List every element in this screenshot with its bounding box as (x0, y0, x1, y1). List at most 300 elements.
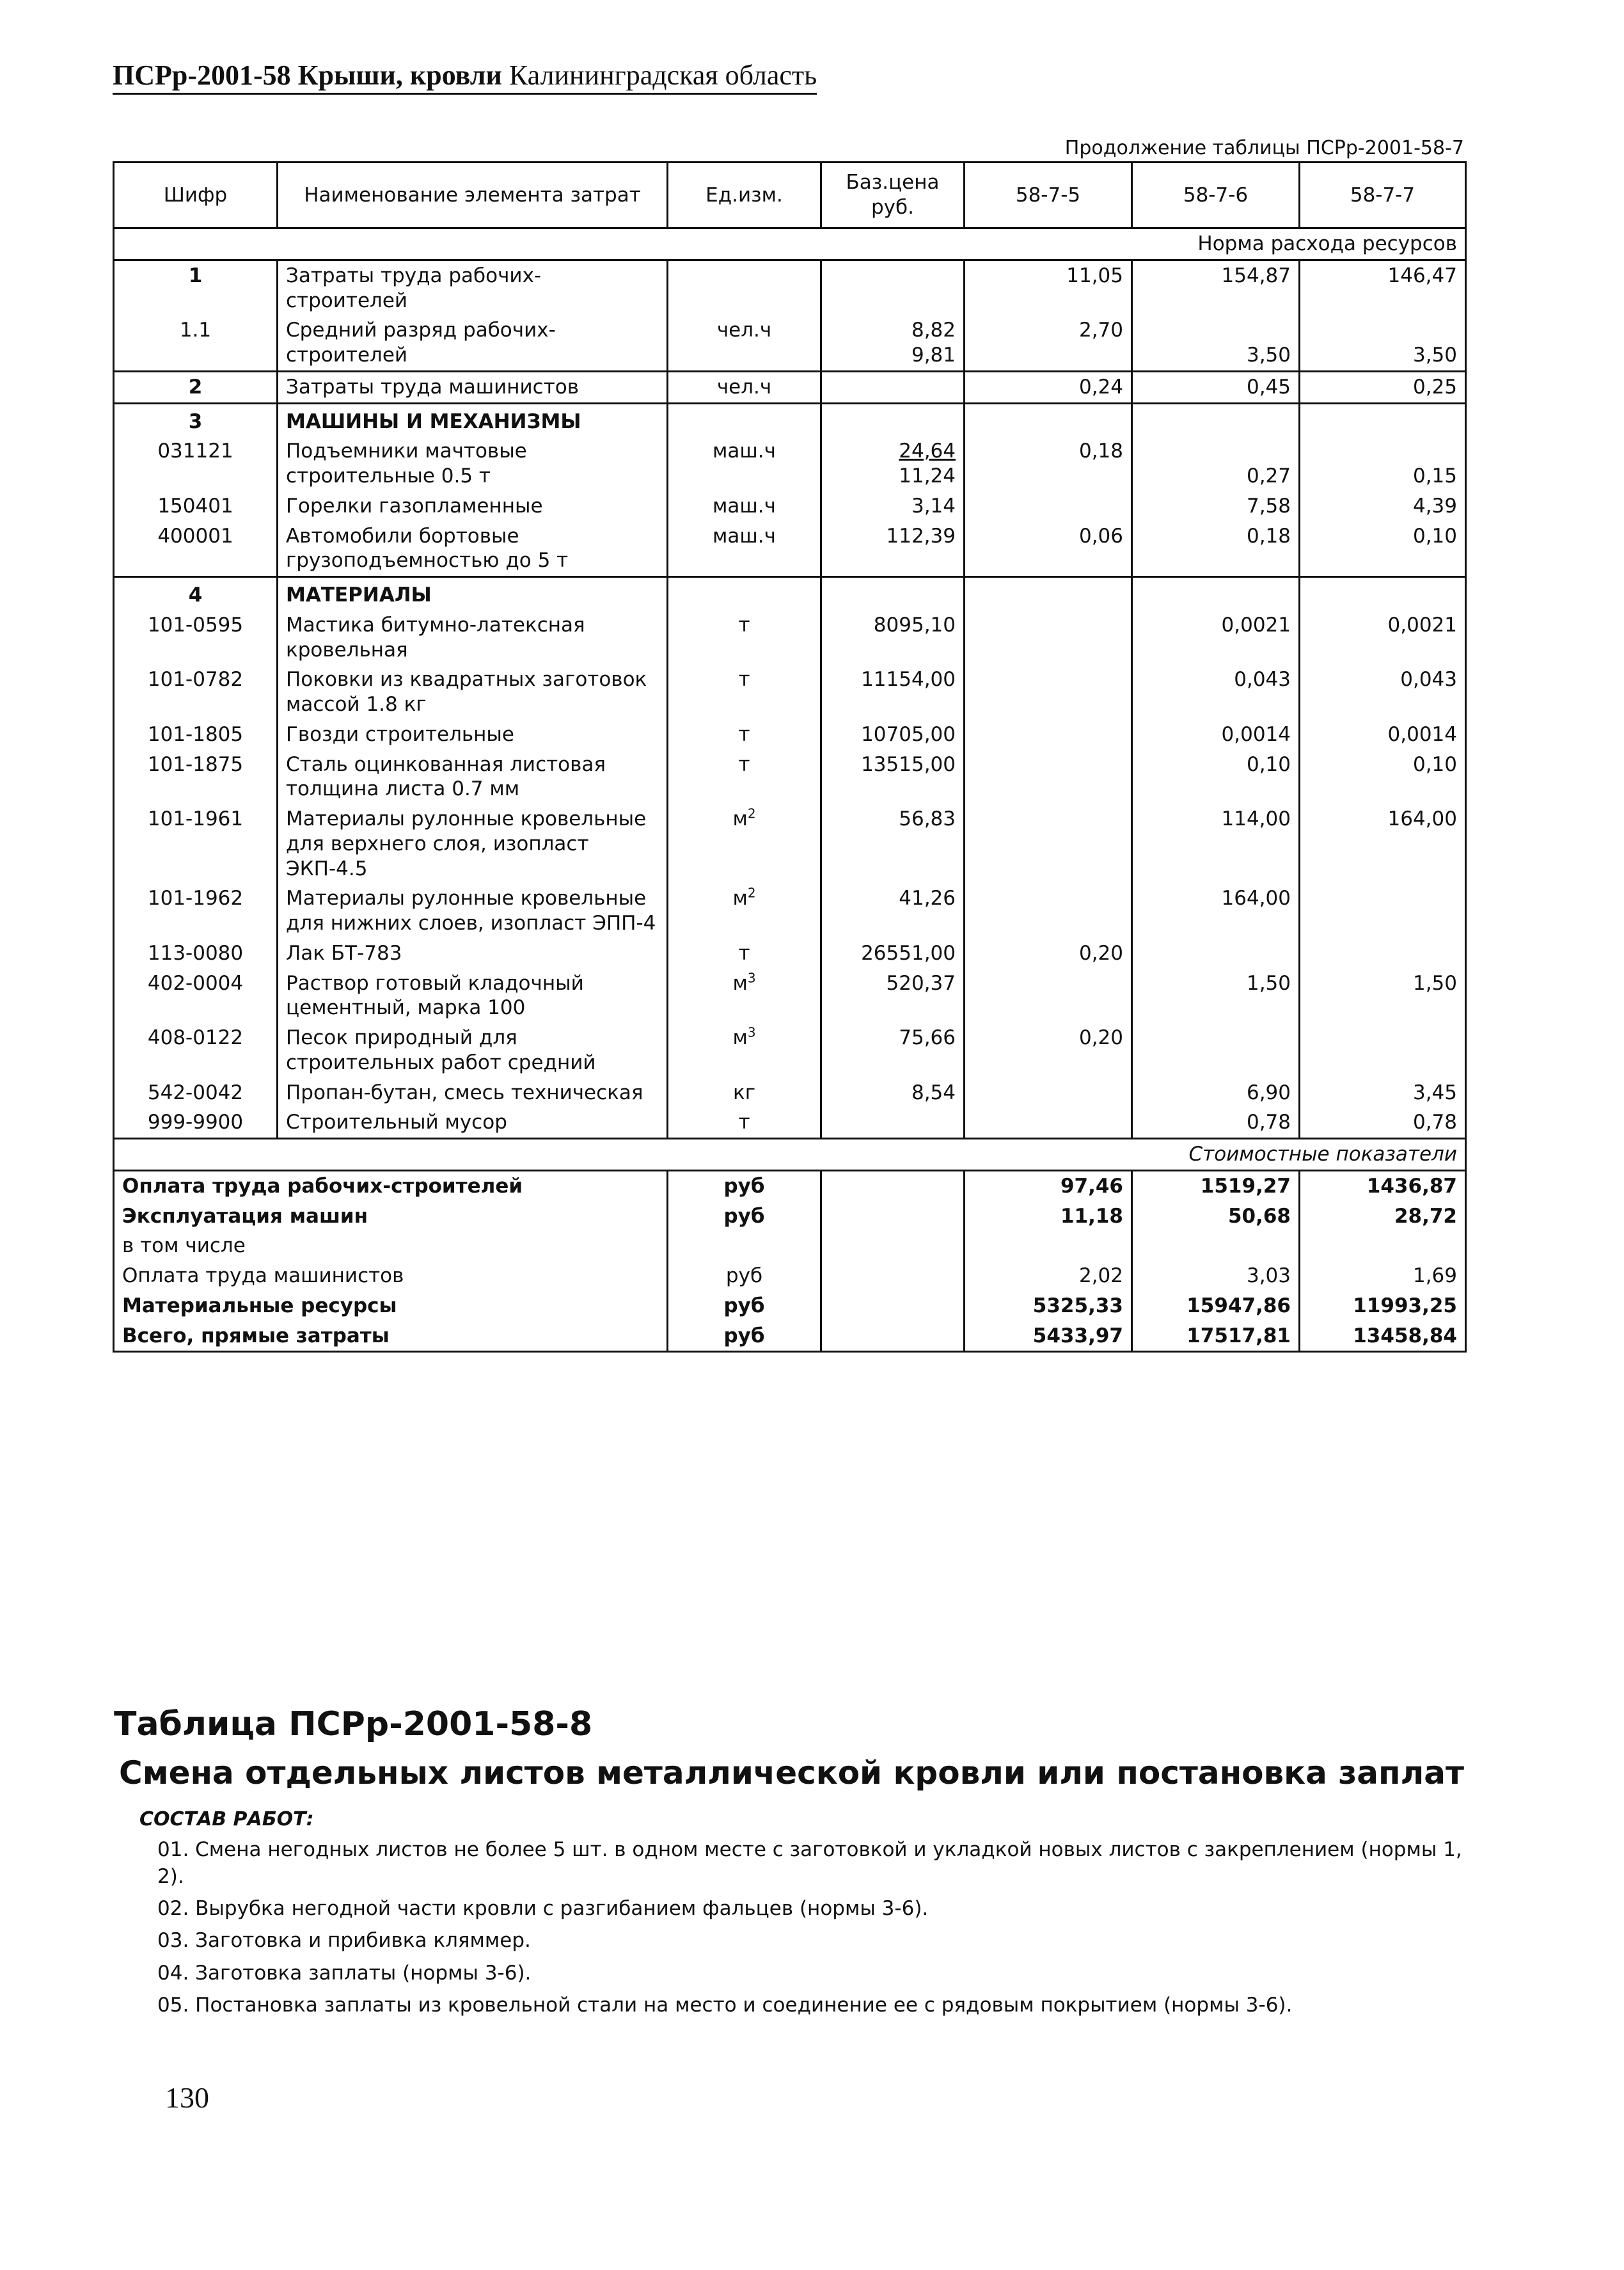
table-continuation-note: Продолжение таблицы ПСРр-2001-58-7 (1064, 137, 1464, 159)
cost-58-7-6: 3,03 (1132, 1261, 1300, 1291)
table-header-row (114, 163, 1466, 228)
cell-name-text: Мастика битумно-латексная кровельная (286, 613, 585, 662)
cell-code (114, 1107, 278, 1138)
cell-name-text: Гвозди строительные (286, 722, 514, 746)
cell-name (278, 1078, 668, 1108)
work-item: 01. Смена негодных листов не более 5 шт. в одном месте с заготовкой и укладкой новых листов с закреплением (нормы 1, 2). (157, 1838, 1462, 1889)
cell-unit (668, 260, 821, 315)
cell-58-7-7-text: 0,0014 (1387, 722, 1457, 746)
cell-name-text: Подъемники мачтовые строительные 0.5 т (286, 440, 527, 488)
col-header-58-7-7: 58-7-7 (1300, 163, 1466, 228)
cell-58-7-5 (965, 436, 1132, 491)
cell-58-7-7 (1300, 665, 1466, 720)
cell-code (114, 1078, 278, 1108)
cell-name (278, 315, 668, 371)
cell-price-text: 3,14 (911, 494, 956, 518)
cost-row-label: Материальные ресурсы (114, 1291, 668, 1321)
cell-58-7-7 (1300, 260, 1466, 315)
table-row (114, 371, 1466, 403)
cell-58-7-6 (1132, 665, 1300, 720)
cost-row (114, 1321, 1466, 1352)
cost-price (821, 1291, 965, 1321)
cell-name (278, 521, 668, 577)
cell-code (114, 1023, 278, 1078)
col-header-price: Баз.цена руб. (821, 163, 965, 228)
cell-58-7-5-text: 0,24 (1078, 375, 1123, 399)
cell-58-7-5 (965, 1023, 1132, 1078)
cell-58-7-7 (1300, 403, 1466, 436)
cell-unit (668, 610, 821, 665)
cell-unit-text: маш.ч (713, 494, 776, 518)
cell-code-text: 113-0080 (147, 941, 244, 965)
cell-name-text: Лак БТ-783 (286, 941, 402, 965)
cell-price-text: 8095,10 (873, 613, 956, 637)
cell-unit-text: м (732, 1026, 748, 1049)
cell-58-7-7-text: 0,10 (1412, 752, 1457, 776)
cell-price (821, 939, 965, 969)
cell-code (114, 720, 278, 750)
cell-58-7-5 (965, 884, 1132, 939)
unit-exponent: 3 (747, 970, 756, 986)
cell-code-text: 101-1962 (147, 887, 244, 910)
cell-58-7-6-text: 0,78 (1246, 1111, 1291, 1134)
resource-norms-table (113, 161, 1467, 1353)
cell-58-7-6-text: 0,45 (1246, 375, 1291, 399)
cell-unit (668, 665, 821, 720)
cell-58-7-7 (1300, 315, 1466, 371)
cell-58-7-5 (965, 577, 1132, 610)
cell-price-text: 8,54 (911, 1081, 956, 1104)
work-composition-list (157, 1836, 1488, 2024)
cell-58-7-5-text: 0,18 (1078, 440, 1123, 463)
table-row (114, 315, 1466, 371)
cell-58-7-6-text: 6,90 (1246, 1081, 1291, 1104)
cost-58-7-7: 1436,87 (1300, 1170, 1466, 1201)
cell-name (278, 610, 668, 665)
cell-58-7-6-text: 0,27 (1246, 464, 1291, 488)
cell-unit-text: м (732, 887, 748, 910)
cell-58-7-7-text: 3,50 (1412, 344, 1457, 367)
cell-58-7-7-text: 0,043 (1400, 668, 1457, 692)
cell-unit (668, 1023, 821, 1078)
cell-58-7-6-text: 0,0014 (1221, 722, 1291, 746)
cell-58-7-7 (1300, 1078, 1466, 1108)
cell-unit (668, 804, 821, 884)
cell-price (821, 260, 965, 315)
cell-code (114, 491, 278, 521)
cell-code-text: 101-1805 (147, 722, 244, 746)
cell-name (278, 371, 668, 403)
cell-58-7-7-text: 4,39 (1412, 494, 1457, 518)
cell-58-7-6 (1132, 750, 1300, 805)
cost-row (114, 1231, 1466, 1261)
cost-58-7-7 (1300, 1231, 1466, 1261)
cell-name (278, 577, 668, 610)
cell-unit (668, 969, 821, 1024)
cell-58-7-7 (1300, 750, 1466, 805)
cost-row (114, 1202, 1466, 1232)
table-row (114, 1023, 1466, 1078)
cell-unit-text: маш.ч (713, 524, 776, 548)
cell-price (821, 1107, 965, 1138)
cell-price-text: 13515,00 (861, 752, 956, 776)
cell-name (278, 491, 668, 521)
header-code: ПСРр-2001-58 (113, 60, 291, 91)
cost-price (821, 1202, 965, 1232)
cell-58-7-5 (965, 1107, 1132, 1138)
cell-code-text: 101-1875 (147, 752, 244, 776)
cell-price (821, 804, 965, 884)
cell-unit (668, 939, 821, 969)
cell-58-7-6 (1132, 371, 1300, 403)
cell-code-text: 1.1 (179, 319, 212, 342)
cost-58-7-5: 97,46 (965, 1170, 1132, 1201)
cell-code (114, 577, 278, 610)
cell-58-7-6 (1132, 403, 1300, 436)
cell-price (821, 665, 965, 720)
cell-58-7-6 (1132, 884, 1300, 939)
cell-code (114, 436, 278, 491)
cell-58-7-7-text: 0,78 (1412, 1111, 1457, 1134)
cell-price-text: 10705,00 (861, 722, 956, 746)
cell-name-text: Затраты труда машинистов (286, 375, 579, 399)
cell-58-7-6-text: 0,043 (1234, 668, 1291, 692)
table-row (114, 750, 1466, 805)
cell-code (114, 969, 278, 1024)
cost-58-7-6 (1132, 1231, 1300, 1261)
cell-58-7-6 (1132, 315, 1300, 371)
work-item: 04. Заготовка заплаты (нормы 3-6). (157, 1961, 532, 1985)
cell-unit (668, 1078, 821, 1108)
cell-name-text: Поковки из квадратных заготовок массой 1.8 кг (286, 668, 647, 716)
cell-58-7-5 (965, 491, 1132, 521)
cell-unit-text: маш.ч (713, 440, 776, 463)
cell-58-7-7-text: 0,25 (1412, 375, 1457, 399)
cell-name-text: Средний разряд рабочих-строителей (286, 319, 556, 367)
cell-code (114, 939, 278, 969)
cost-58-7-5 (965, 1231, 1132, 1261)
table-row (114, 521, 1466, 577)
cell-58-7-6 (1132, 939, 1300, 969)
cell-unit (668, 371, 821, 403)
cell-code (114, 804, 278, 884)
cell-code-text: 400001 (157, 524, 233, 548)
table-row (114, 610, 1466, 665)
cell-58-7-5 (965, 260, 1132, 315)
table-row (114, 491, 1466, 521)
cell-name (278, 939, 668, 969)
cell-price (821, 315, 965, 371)
table8-subtitle: Смена отдельных листов металлической кровли или постановка заплат (119, 1754, 1464, 1791)
section-row (114, 403, 1466, 436)
cell-name (278, 804, 668, 884)
cell-58-7-5 (965, 521, 1132, 577)
cell-unit (668, 436, 821, 491)
table-row (114, 1078, 1466, 1108)
cell-unit-text: т (738, 613, 750, 637)
table-row (114, 720, 1466, 750)
cell-unit-text: т (738, 1111, 750, 1134)
cell-unit (668, 1107, 821, 1138)
cell-name-text: Песок природный для строительных работ средний (286, 1026, 596, 1074)
cell-name (278, 1107, 668, 1138)
cell-name-text: Горелки газопламенные (286, 494, 543, 518)
cell-price-text: 112,39 (886, 524, 956, 548)
cell-code-text: 031121 (157, 440, 233, 463)
cell-price (821, 371, 965, 403)
cell-58-7-6-text: 7,58 (1246, 494, 1291, 518)
cell-price-text: 520,37 (886, 971, 956, 995)
cell-code (114, 260, 278, 315)
cell-58-7-5-text: 0,06 (1078, 524, 1123, 548)
cell-name (278, 750, 668, 805)
cell-name (278, 1023, 668, 1078)
cell-name (278, 884, 668, 939)
cell-price-text: 75,66 (899, 1026, 956, 1049)
work-item: 03. Заготовка и прибивка кляммер. (157, 1929, 531, 1953)
cell-price (821, 1023, 965, 1078)
cost-label-row (114, 1139, 1466, 1171)
cell-code-text: 402-0004 (147, 971, 244, 995)
cell-58-7-5 (965, 610, 1132, 665)
cell-58-7-6 (1132, 610, 1300, 665)
cost-row-label: Всего, прямые затраты (114, 1321, 668, 1352)
cell-unit (668, 884, 821, 939)
work-item: 05. Постановка заплаты из кровельной стали на место и соединение ее с рядовым покрытием (нормы 3-6). (157, 1993, 1293, 2017)
table-row (114, 804, 1466, 884)
cell-58-7-7 (1300, 436, 1466, 491)
cell-unit (668, 720, 821, 750)
cell-58-7-7 (1300, 939, 1466, 969)
cost-58-7-7: 1,69 (1300, 1261, 1466, 1291)
cost-label: Стоимостные показатели (114, 1139, 1466, 1171)
cell-name (278, 403, 668, 436)
cell-code-text: 150401 (157, 494, 233, 518)
cell-unit-text: т (738, 722, 750, 746)
cell-price-alt: 11,24 (899, 464, 956, 488)
cost-unit: руб (668, 1261, 821, 1291)
cost-58-7-5: 11,18 (965, 1202, 1132, 1232)
cell-58-7-6-text: 164,00 (1221, 887, 1291, 910)
cell-58-7-7 (1300, 884, 1466, 939)
cell-58-7-7 (1300, 804, 1466, 884)
cell-58-7-6 (1132, 436, 1300, 491)
cost-58-7-7: 13458,84 (1300, 1321, 1466, 1352)
cell-name (278, 436, 668, 491)
table-row (114, 969, 1466, 1024)
cell-58-7-7-text: 146,47 (1387, 264, 1457, 287)
cell-58-7-7 (1300, 1107, 1466, 1138)
cell-unit (668, 403, 821, 436)
cell-58-7-6 (1132, 1078, 1300, 1108)
cost-58-7-6: 50,68 (1132, 1202, 1300, 1232)
cell-58-7-7-text: 164,00 (1387, 807, 1457, 830)
cell-58-7-5 (965, 665, 1132, 720)
cell-price (821, 750, 965, 805)
cell-unit (668, 491, 821, 521)
cell-58-7-6 (1132, 521, 1300, 577)
cell-code-text: 999-9900 (147, 1111, 244, 1134)
table-row (114, 939, 1466, 969)
cell-58-7-6-text: 154,87 (1221, 264, 1291, 287)
cell-price-text: 41,26 (899, 887, 956, 910)
cell-code (114, 315, 278, 371)
cell-price-text: 56,83 (899, 807, 956, 830)
work-item: 02. Вырубка негодной части кровли с разгибанием фальцев (нормы 3-6). (157, 1897, 929, 1921)
col-header-code: Шифр (114, 163, 278, 228)
cell-58-7-6-text: 0,0021 (1221, 613, 1291, 637)
cost-unit (668, 1231, 821, 1261)
cell-code-text: 101-0782 (147, 668, 244, 692)
cost-58-7-7: 28,72 (1300, 1202, 1466, 1232)
norm-label: Норма расхода ресурсов (114, 228, 1466, 260)
header-subject: Крыши, кровли (297, 60, 502, 91)
table-row (114, 1107, 1466, 1138)
cell-price (821, 491, 965, 521)
cell-58-7-5 (965, 939, 1132, 969)
cell-name (278, 969, 668, 1024)
cell-code-text: 2 (188, 375, 203, 399)
cell-name (278, 665, 668, 720)
cell-58-7-7 (1300, 610, 1466, 665)
cell-58-7-6 (1132, 260, 1300, 315)
col-header-name: Наименование элемента затрат (278, 163, 668, 228)
table8-title: Таблица ПСРр-2001-58-8 (114, 1705, 593, 1743)
cell-name-text: Раствор готовый кладочный цементный, марка 100 (286, 971, 584, 1020)
cell-price (821, 1078, 965, 1108)
cost-unit: руб (668, 1170, 821, 1201)
cell-58-7-6 (1132, 804, 1300, 884)
cost-row (114, 1291, 1466, 1321)
section-row (114, 577, 1466, 610)
cell-code (114, 665, 278, 720)
page-number: 130 (165, 2081, 209, 2114)
header-region: Калининградская область (508, 60, 817, 91)
cell-58-7-7 (1300, 577, 1466, 610)
cell-name (278, 260, 668, 315)
cell-58-7-7-text: 1,50 (1412, 971, 1457, 995)
cell-price-text: 11154,00 (861, 668, 956, 692)
col-header-58-7-5: 58-7-5 (965, 163, 1132, 228)
cell-58-7-5 (965, 315, 1132, 371)
table-row (114, 436, 1466, 491)
cell-code-text: 4 (188, 583, 203, 607)
cell-unit (668, 750, 821, 805)
cell-unit-text: чел.ч (716, 375, 772, 399)
cell-unit-text: м (732, 807, 748, 830)
cost-unit: руб (668, 1202, 821, 1232)
cell-code (114, 403, 278, 436)
cell-unit (668, 315, 821, 371)
cell-code-text: 101-1961 (147, 807, 244, 830)
cell-name (278, 720, 668, 750)
cost-price (821, 1321, 965, 1352)
cell-58-7-5 (965, 720, 1132, 750)
cost-price (821, 1170, 965, 1201)
cost-row-label: в том числе (114, 1231, 668, 1261)
table-row (114, 665, 1466, 720)
cell-price (821, 521, 965, 577)
cell-code-text: 101-0595 (147, 613, 244, 637)
col-header-unit: Ед.изм. (668, 163, 821, 228)
cell-58-7-6-text: 114,00 (1221, 807, 1291, 830)
cost-price (821, 1261, 965, 1291)
cost-unit: руб (668, 1321, 821, 1352)
running-header (113, 59, 817, 95)
cell-unit-text: чел.ч (716, 319, 772, 342)
cell-code (114, 521, 278, 577)
cell-unit (668, 577, 821, 610)
cell-58-7-5-text: 2,70 (1078, 319, 1123, 342)
cell-58-7-6 (1132, 720, 1300, 750)
cell-58-7-7 (1300, 521, 1466, 577)
cell-58-7-7 (1300, 371, 1466, 403)
cell-code-text: 1 (188, 264, 203, 287)
cell-58-7-7-text: 0,0021 (1387, 613, 1457, 637)
cell-name-text: МАШИНЫ И МЕХАНИЗМЫ (286, 409, 581, 433)
cost-58-7-6: 1519,27 (1132, 1170, 1300, 1201)
cell-price (821, 969, 965, 1024)
cost-58-7-5: 5433,97 (965, 1321, 1132, 1352)
cell-58-7-6 (1132, 1023, 1300, 1078)
cell-58-7-5 (965, 969, 1132, 1024)
cell-code (114, 371, 278, 403)
cell-name-text: Строительный мусор (286, 1111, 507, 1134)
cell-name-text: Материалы рулонные кровельные для верхнего слоя, изопласт ЭКП-4.5 (286, 807, 647, 880)
cell-58-7-5 (965, 403, 1132, 436)
cell-58-7-6 (1132, 577, 1300, 610)
cost-unit: руб (668, 1291, 821, 1321)
cell-name-text: Пропан-бутан, смесь техническая (286, 1081, 643, 1104)
unit-exponent: 2 (747, 806, 756, 821)
cell-58-7-7 (1300, 720, 1466, 750)
cell-price (821, 884, 965, 939)
cell-code-text: 408-0122 (147, 1026, 244, 1049)
cell-58-7-7 (1300, 491, 1466, 521)
cell-58-7-6-text: 3,50 (1246, 344, 1291, 367)
cell-code (114, 610, 278, 665)
cell-price (821, 720, 965, 750)
cost-row-label: Оплата труда машинистов (114, 1261, 668, 1291)
cell-name-text: Автомобили бортовые грузоподъемностью до 5 т (286, 524, 569, 573)
cell-58-7-5-text: 0,20 (1078, 941, 1123, 965)
cell-unit-text: м (732, 971, 748, 995)
cell-price-text: 26551,00 (861, 941, 956, 965)
cell-58-7-6-text: 1,50 (1246, 971, 1291, 995)
table-row (114, 260, 1466, 315)
unit-exponent: 3 (747, 1024, 756, 1040)
cost-58-7-7: 11993,25 (1300, 1291, 1466, 1321)
cell-58-7-7 (1300, 969, 1466, 1024)
cost-row-label: Оплата труда рабочих-строителей (114, 1170, 668, 1201)
cell-58-7-5 (965, 371, 1132, 403)
cell-58-7-5-text: 11,05 (1066, 264, 1123, 287)
cost-58-7-5: 2,02 (965, 1261, 1132, 1291)
cell-name-text: Сталь оцинкованная листовая толщина листа 0.7 мм (286, 752, 606, 801)
cell-name-text: Материалы рулонные кровельные для нижних слоев, изопласт ЭПП-4 (286, 887, 656, 935)
table-row (114, 884, 1466, 939)
cell-code (114, 750, 278, 805)
cell-58-7-6-text: 0,18 (1246, 524, 1291, 548)
cell-code (114, 884, 278, 939)
cell-58-7-6 (1132, 969, 1300, 1024)
cell-58-7-5 (965, 750, 1132, 805)
cost-row (114, 1170, 1466, 1201)
cell-58-7-6 (1132, 1107, 1300, 1138)
unit-exponent: 2 (747, 885, 756, 901)
cost-58-7-5: 5325,33 (965, 1291, 1132, 1321)
cell-58-7-7-text: 3,45 (1412, 1081, 1457, 1104)
